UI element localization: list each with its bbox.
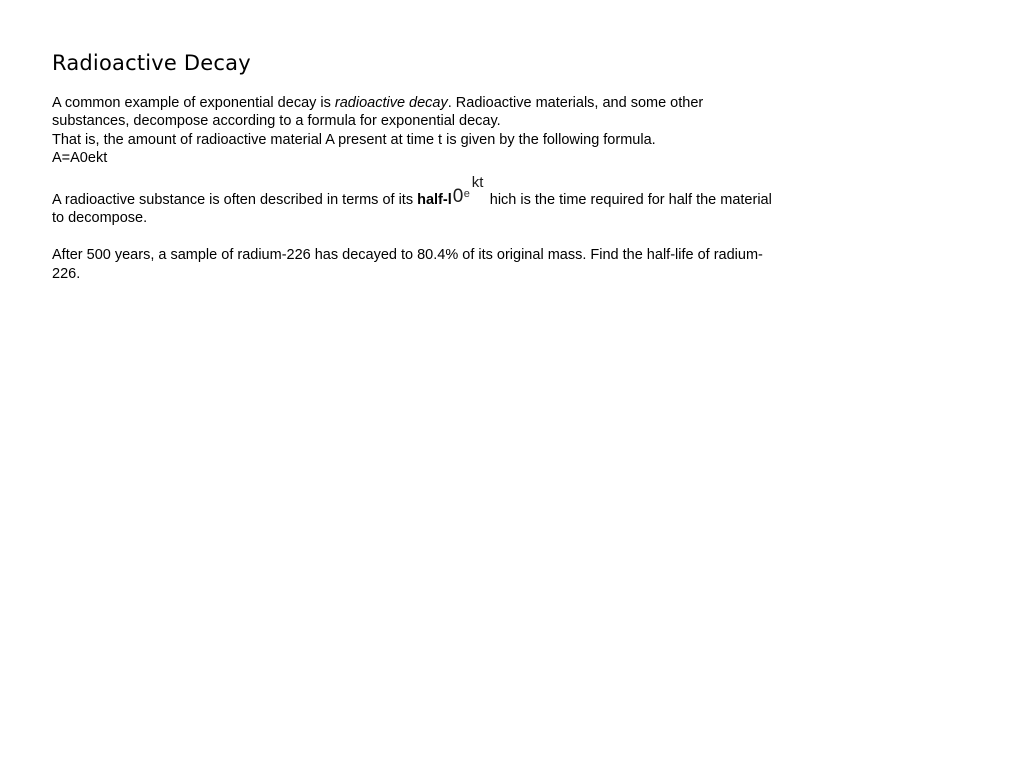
slide-title: Radioactive Decay — [52, 51, 251, 75]
spacer — [52, 228, 772, 246]
formula-overlay-e: e — [463, 188, 470, 201]
formula-overlay-exponent: kt — [471, 174, 484, 192]
problem-paragraph: After 500 years, a sample of radium-226 has decayed to 80.4% of its original mass. Find the half-life of radium-226. — [52, 247, 763, 282]
formula-overlay — [452, 174, 490, 208]
half-life-text-end: hich is the time required for half the material to decompose. — [52, 192, 772, 227]
formula-intro-paragraph: That is, the amount of radioactive material A present at time t is given by the following formula. — [52, 131, 656, 148]
half-life-text-start: A radioactive substance is often described in terms of its — [52, 192, 418, 209]
intro-text-end: . Radioactive materials, and some other substances, decompose according to a formula for exponential decay. — [52, 95, 704, 130]
formula-line: A=A0ekt — [52, 150, 108, 167]
half-life-term: half-l — [417, 192, 452, 209]
slide-content — [52, 48, 772, 283]
intro-text-start: A common example of exponential decay is — [52, 95, 335, 111]
radioactive-decay-term: radioactive decay — [334, 95, 448, 111]
spacer — [52, 168, 772, 186]
intro-paragraph — [52, 94, 772, 131]
half-life-paragraph — [52, 174, 772, 228]
formula-overlay-base: 0 — [452, 186, 464, 208]
